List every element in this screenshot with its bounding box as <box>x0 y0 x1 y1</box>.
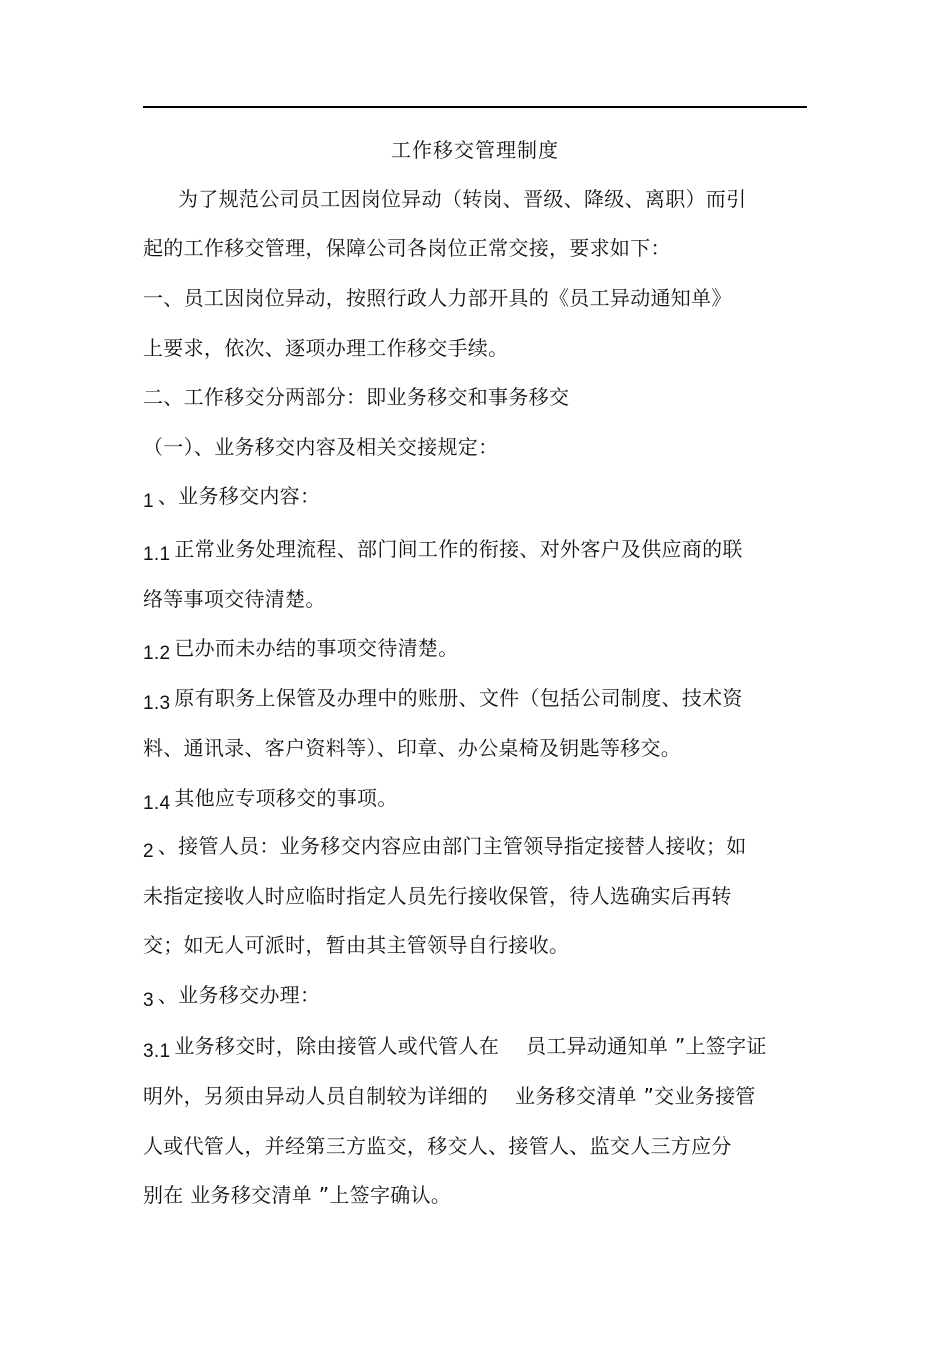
paragraph-line <box>178 185 746 213</box>
line-text: 正常业务处理流程、部门间工作的衔接、对外客户及供应商的联 <box>174 537 743 561</box>
paragraph-line <box>143 1132 732 1160</box>
line-text: 原有职务上保管及办理中的账册、文件（包括公司制度、技术资 <box>174 686 743 710</box>
paragraph-line <box>143 734 681 762</box>
item-number: 1.2 <box>143 643 171 664</box>
line-text: 交；如无人可派时，暂由其主管领导自行接收。 <box>143 933 570 957</box>
paragraph-line <box>143 234 671 262</box>
paragraph-line <box>143 634 459 664</box>
item-number: 3 <box>143 990 154 1011</box>
line-text: 未指定接收人时应临时指定人员先行接收保管，待人选确实后再转 <box>143 884 732 908</box>
line-text: 上要求，依次、逐项办理工作移交手续。 <box>143 336 509 360</box>
item-number: 1.4 <box>143 793 171 814</box>
line-text: 明外，另须由异动人员自制较为详细的 业务移交清单 ”交业务接管 <box>143 1084 756 1108</box>
line-text: 别在 业务移交清单 ”上签字确认。 <box>143 1183 452 1207</box>
paragraph-line <box>143 535 743 565</box>
paragraph-line <box>143 585 326 613</box>
line-text: 已办而未办结的事项交待清楚。 <box>174 636 459 660</box>
paragraph-line <box>143 981 320 1011</box>
line-text: 、接管人员：业务移交内容应由部门主管领导指定接替人接收；如 <box>157 834 747 858</box>
document-title: 工作移交管理制度 <box>391 138 559 162</box>
paragraph-line <box>143 1032 767 1062</box>
line-text: 料、通讯录、客户资料等）、印章、办公桌椅及钥匙等移交。 <box>143 736 682 760</box>
header-rule <box>143 106 807 108</box>
paragraph-line <box>143 482 320 512</box>
paragraph-line <box>143 1181 451 1209</box>
line-text: 起的工作移交管理，保障公司各岗位正常交接，要求如下： <box>143 236 671 260</box>
paragraph-line <box>143 684 743 714</box>
item-number: 3.1 <box>143 1041 171 1062</box>
item-number: 2 <box>143 841 154 862</box>
paragraph-line <box>143 784 398 814</box>
line-text: 、业务移交内容： <box>157 484 321 508</box>
paragraph-line <box>143 1082 756 1110</box>
line-text: 业务移交时，除由接管人或代管人在 员工异动通知单 ”上签字证 <box>174 1034 767 1058</box>
line-text: 、业务移交办理： <box>157 983 321 1007</box>
item-number: 1.1 <box>143 544 171 565</box>
item-number: 1 <box>143 491 154 512</box>
item-number: 1.3 <box>143 693 171 714</box>
paragraph-line <box>143 334 508 362</box>
paragraph-line <box>143 931 569 959</box>
paragraph-line <box>143 832 747 862</box>
paragraph-line <box>143 284 732 312</box>
paragraph-line <box>143 882 732 910</box>
line-text: 二、工作移交分两部分：即业务移交和事务移交 <box>143 385 570 409</box>
paragraph-line <box>143 433 498 461</box>
line-text: 人或代管人，并经第三方监交，移交人、接管人、监交人三方应分 <box>143 1134 732 1158</box>
line-text: 一、员工因岗位异动，按照行政人力部开具的《员工异动通知单》 <box>143 286 732 310</box>
line-text: 络等事项交待清楚。 <box>143 587 326 611</box>
line-text: 为了规范公司员工因岗位异动（转岗、晋级、降级、离职）而引 <box>178 187 747 211</box>
line-text: 其他应专项移交的事项。 <box>174 786 398 810</box>
paragraph-line <box>143 383 569 411</box>
line-text: （一）、业务移交内容及相关交接规定： <box>143 435 499 459</box>
